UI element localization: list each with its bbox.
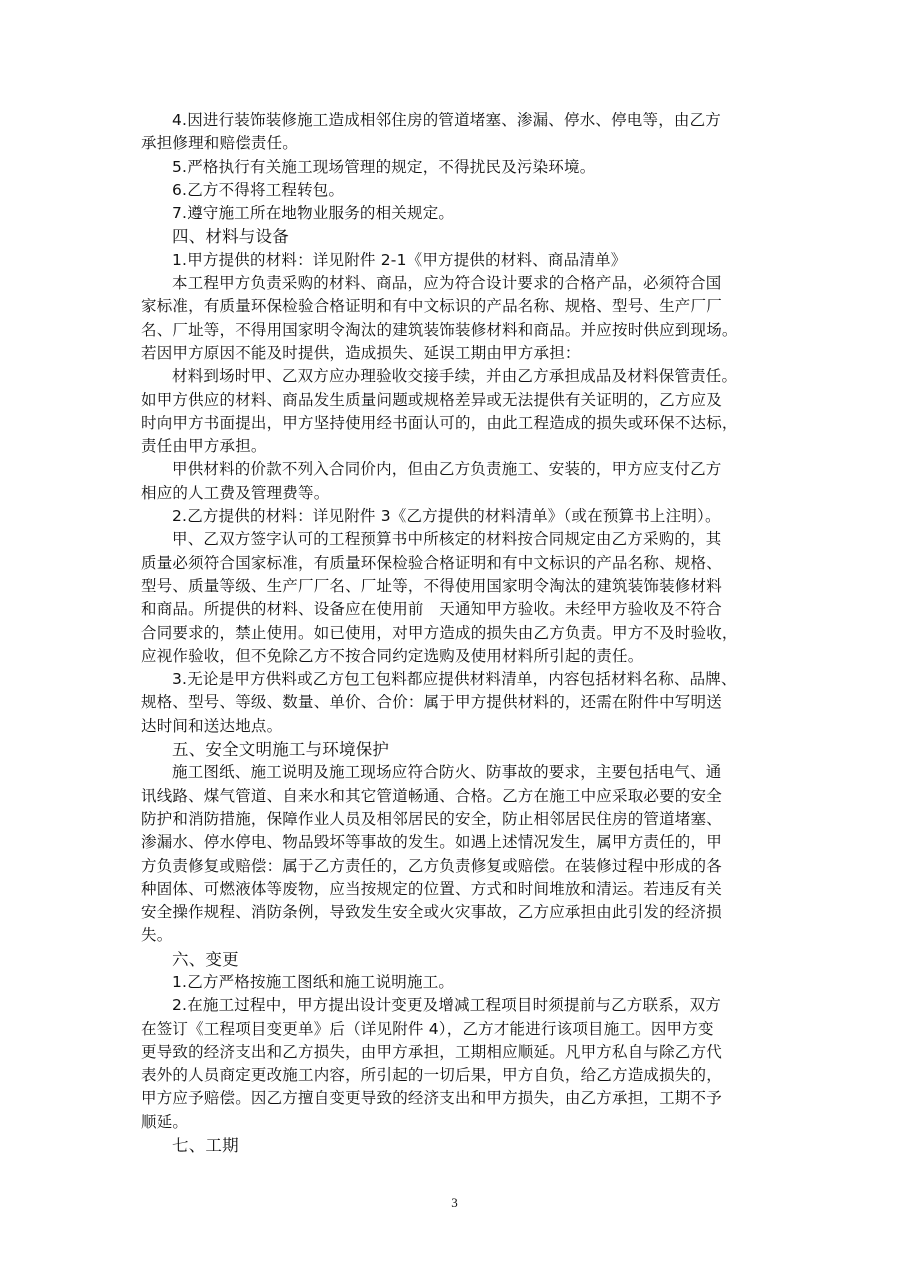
- text-line: 时向甲方书面提出，甲方坚持使用经书面认可的，由此工程造成的损失或环保不达标，: [141, 413, 738, 432]
- text-line: 型号、质量等级、生产厂厂名、厂址等，不得使用国家明令淘汰的建筑装饰装修材料: [141, 576, 722, 595]
- section-heading: 五、安全文明施工与环境保护: [172, 740, 390, 760]
- text-line: 5.严格执行有关施工现场管理的规定，不得扰民及污染环境。: [172, 157, 596, 176]
- text-line: 方负责修复或赔偿：属于乙方责任的，乙方负责修复或赔偿。在装修过程中形成的各: [141, 856, 722, 875]
- text-line: 家标准，有质量环保检验合格证明和有中文标识的产品名称、规格、型号、生产厂厂: [141, 297, 722, 316]
- text-line: 达时间和送达地点。: [141, 716, 283, 735]
- page-number: 3: [451, 1195, 458, 1210]
- text-line: 7.遵守施工所在地物业服务的相关规定。: [172, 204, 455, 223]
- section-heading: 六、变更: [172, 949, 239, 969]
- document-body: [141, 109, 789, 1157]
- text-line: 安全操作规程、消防条例，导致发生安全或火灾事故，乙方应承担由此引发的经济损: [141, 903, 722, 922]
- text-line: 甲供材料的价款不列入合同价内，但由乙方负责施工、安装的，甲方应支付乙方: [172, 460, 722, 479]
- section-heading: 七、工期: [172, 1136, 239, 1156]
- text-line: 名、厂址等，不得用国家明令淘汰的建筑装饰装修材料和商品。并应按时供应到现场。: [141, 320, 738, 339]
- text-line: 甲、乙双方签字认可的工程预算书中所核定的材料按合同规定由乙方采购的，其: [172, 530, 722, 549]
- text-line: 相应的人工费及管理费等。: [141, 483, 330, 502]
- text-line: 2.乙方提供的材料：详见附件 3《乙方提供的材料清单》（或在预算书上注明）。: [172, 507, 721, 526]
- text-line: 若因甲方原因不能及时提供，造成损失、延误工期由甲方承担：: [141, 343, 581, 362]
- text-line: 应视作验收，但不免除乙方不按合同约定选购及使用材料所引起的责任。: [141, 646, 644, 665]
- text-line: 防护和消防措施，保障作业人员及相邻居民的安全，防止相邻居民住房的管道堵塞、: [141, 809, 722, 828]
- text-line: 甲方应予赔偿。因乙方擅自变更导致的经济支出和甲方损失，由乙方承担，工期不予: [141, 1089, 722, 1108]
- text-line: 2.在施工过程中，甲方提出设计变更及增减工程项目时须提前与乙方联系，双方: [172, 996, 721, 1015]
- text-line: 种固体、可燃液体等废物，应当按规定的位置、方式和时间堆放和清运。若违反有关: [141, 879, 722, 898]
- text-line: 合同要求的，禁止使用。如已使用，对甲方造成的损失由乙方负责。甲方不及时验收，: [141, 623, 738, 642]
- text-line: 6.乙方不得将工程转包。: [172, 180, 345, 199]
- text-line: 在签订《工程项目变更单》后（详见附件 4），乙方才能进行该项目施工。因甲方变: [141, 1019, 714, 1038]
- text-line: 更导致的经济支出和乙方损失，由甲方承担，工期相应顺延。凡甲方私自与除乙方代: [141, 1042, 722, 1061]
- text-line: 讯线路、煤气管道、自来水和其它管道畅通、合格。乙方在施工中应采取必要的安全: [141, 786, 722, 805]
- text-line: 1.乙方严格按施工图纸和施工说明施工。: [172, 972, 455, 991]
- text-line: 3.无论是甲方供料或乙方包工包料都应提供材料清单，内容包括材料名称、品牌、: [172, 670, 737, 689]
- text-line: 如甲方供应的材料、商品发生质量问题或规格差异或无法提供有关证明的，乙方应及: [141, 390, 722, 409]
- text-line: 顺延。: [141, 1112, 189, 1131]
- text-line: 失。: [141, 926, 173, 945]
- text-line: 承担修理和赔偿责任。: [141, 134, 299, 153]
- text-line: 施工图纸、施工说明及施工现场应符合防火、防事故的要求，主要包括电气、通: [172, 763, 722, 782]
- section-heading: 四、材料与设备: [172, 227, 289, 247]
- text-line: 渗漏水、停水停电、物品毁坏等事故的发生。如遇上述情况发生，属甲方责任的，甲: [141, 833, 722, 852]
- text-line: 表外的人员商定更改施工内容，所引起的一切后果，甲方自负，给乙方造成损失的，: [141, 1066, 722, 1085]
- text-line: 材料到场时甲、乙双方应办理验收交接手续，并由乙方承担成品及材料保管责任。: [172, 367, 738, 386]
- text-line: 责任由甲方承担。: [141, 437, 267, 456]
- text-line: 4.因进行装饰装修施工造成相邻住房的管道堵塞、渗漏、停水、停电等，由乙方: [172, 111, 721, 129]
- text-line: 本工程甲方负责采购的材料、商品，应为符合设计要求的合格产品，必须符合国: [172, 274, 722, 293]
- text-line: 和商品。所提供的材料、设备应在使用前 天通知甲方验收。未经甲方验收及不符合: [141, 600, 722, 619]
- text-line: 质量必须符合国家标准，有质量环保检验合格证明和有中文标识的产品名称、规格、: [141, 553, 722, 572]
- text-line: 规格、型号、等级、数量、单价、合价：属于甲方提供材料的，还需在附件中写明送: [141, 693, 722, 712]
- text-line: 1.甲方提供的材料：详见附件 2-1《甲方提供的材料、商品清单》: [172, 250, 627, 269]
